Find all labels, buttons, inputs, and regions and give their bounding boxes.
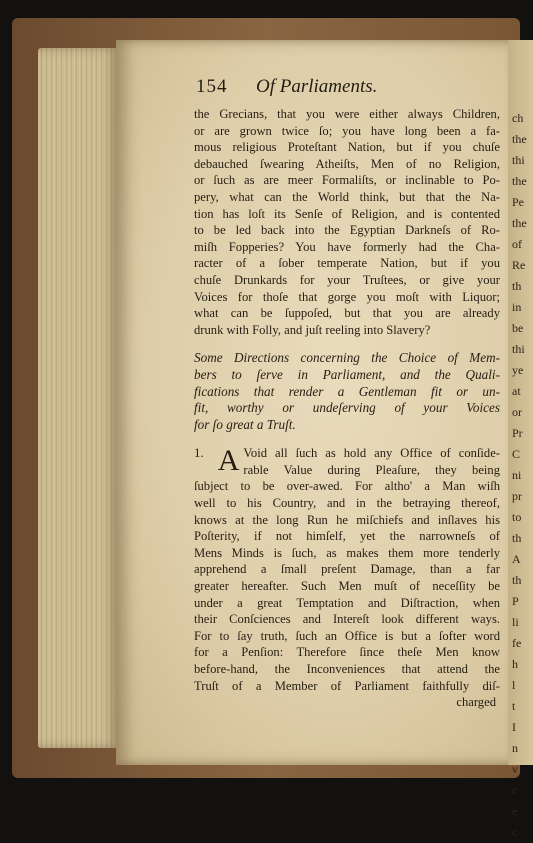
facing-fragment: I — [512, 720, 516, 734]
paragraph-1 — [194, 106, 500, 338]
section-1 — [194, 445, 500, 711]
facing-fragment: th — [512, 531, 522, 545]
text-line: under a great Temptation and Diſtraction, when — [194, 595, 500, 610]
facing-fragment: th — [512, 279, 522, 293]
section-heading — [194, 350, 500, 433]
text-line: or are grown twice ſo; you have long been a fa- — [194, 123, 500, 138]
facing-fragment: in — [512, 300, 522, 314]
facing-fragment: to — [512, 510, 522, 524]
text-line: For to ſay truth, ſuch an Office is but a ſofter word — [194, 628, 500, 643]
drop-cap: A — [217, 444, 240, 478]
facing-fragment: A — [512, 552, 521, 566]
text-line: apprehend a ſmall preſent Damage, than a far — [194, 562, 500, 577]
facing-fragment: v — [512, 762, 518, 776]
text-line: Some Directions concerning the Choice of Mem- — [194, 350, 500, 366]
text-line: Mens Minds is ſuch, as makes them more tenderly — [194, 545, 500, 560]
text-line: what can be ſuppoſed, but that you are already — [194, 306, 500, 321]
text-line: racter of a ſober temperate Nation, but if you — [194, 256, 500, 271]
facing-fragment: c — [512, 783, 518, 797]
text-line: pery, what can the World think, but that the Na- — [194, 189, 500, 204]
facing-fragment: be — [512, 321, 524, 335]
text-line: their Conſciences and Intereſt look different ways. — [194, 612, 500, 627]
text-line: Poſterity, if not himſelf, yet the narrowneſs of — [194, 529, 500, 544]
facing-fragment: the — [512, 216, 527, 230]
facing-fragment: th — [512, 573, 522, 587]
running-title: Of Parliaments. — [256, 76, 378, 97]
facing-fragment: li — [512, 615, 519, 629]
text-line: before-hand, the Inconveniences that attend the — [194, 662, 500, 676]
text-line: Voices for thoſe that gorge you moſt with Liquor; — [194, 289, 500, 304]
text-line: well to his Country, and in the betraying thereof, — [194, 496, 500, 511]
facing-fragment: c — [512, 825, 518, 839]
page-text — [194, 106, 500, 711]
facing-fragment: C — [512, 447, 521, 461]
text-line: Void all ſuch as hold any Office of conſide- — [243, 446, 500, 461]
text-line: ſubject to be over-awed. For altho' a Man wiſh — [194, 479, 500, 494]
text-line: drunk with Folly, and juſt reeling into Slavery? — [194, 322, 431, 337]
facing-fragment: Pr — [512, 426, 523, 440]
text-line: greater hereafter. Such Men muſt of neceſſity be — [194, 579, 500, 594]
text-line: miſh Fopperies? You have formerly had the Cha- — [194, 239, 500, 254]
text-line: tion has loſt its Senſe of Religion, and is contented — [194, 206, 500, 221]
facing-page-edge — [508, 40, 533, 839]
text-line: fit, worthy or undeſerving of your Voices — [194, 400, 500, 416]
text-line: for a Penſion: Therefore ſince theſe Men know — [194, 645, 500, 660]
facing-fragment: thi — [512, 153, 525, 167]
facing-fragment: e — [512, 804, 518, 818]
facing-fragment: fe — [512, 636, 522, 650]
text-line: to be led back into the Egyptian Darkneſs of Ro- — [194, 223, 500, 238]
facing-fragment: l — [512, 678, 516, 692]
facing-fragment: the — [512, 132, 527, 146]
facing-fragment: ni — [512, 468, 522, 482]
page-edges — [38, 48, 118, 748]
facing-fragment: Pe — [512, 195, 524, 209]
text-line: fications that render a Gentleman fit or un- — [194, 383, 500, 399]
text-line: chuſe Drunkards for your Truſtees, or give your — [194, 272, 500, 287]
book-page — [116, 40, 516, 765]
catchword: charged — [456, 695, 496, 710]
text-line: mous religious Proteſtant Nation, but if you chuſe — [194, 140, 500, 155]
facing-fragment: n — [512, 741, 518, 755]
facing-fragment: ch — [512, 111, 524, 125]
facing-page-text — [508, 40, 533, 843]
facing-fragment: h — [512, 657, 518, 671]
facing-fragment: Re — [512, 258, 526, 272]
page-header — [196, 76, 496, 98]
text-line: debauched ſwearing Atheiſts, Men of no Religion, — [194, 156, 500, 171]
facing-fragment: ye — [512, 363, 524, 377]
facing-fragment: P — [512, 594, 519, 608]
page-number: 154 — [196, 76, 228, 97]
facing-fragment: pr — [512, 489, 522, 503]
facing-fragment: t — [512, 699, 516, 713]
text-line: or ſuch as are meer Formaliſts, or inclinable to Po- — [194, 173, 500, 188]
text-line: rable Value during Pleaſure, they being — [243, 462, 500, 477]
text-line: for ſo great a Truſt. — [194, 416, 296, 432]
section-number: 1. — [194, 445, 204, 461]
facing-fragment: thi — [512, 342, 525, 356]
text-line: knows at the long Run he miſchiefs and inſlaves his — [194, 512, 500, 527]
facing-fragment: at — [512, 384, 521, 398]
text-line: bers to ſerve in Parliament, and the Quali- — [194, 366, 500, 382]
facing-fragment: or — [512, 405, 522, 419]
facing-fragment: of — [512, 237, 522, 251]
facing-fragment: the — [512, 174, 527, 188]
text-line: the Grecians, that you were either always Children, — [194, 107, 500, 121]
text-line: Truſt of a Member of Parliament faithfully diſ- — [194, 678, 500, 693]
